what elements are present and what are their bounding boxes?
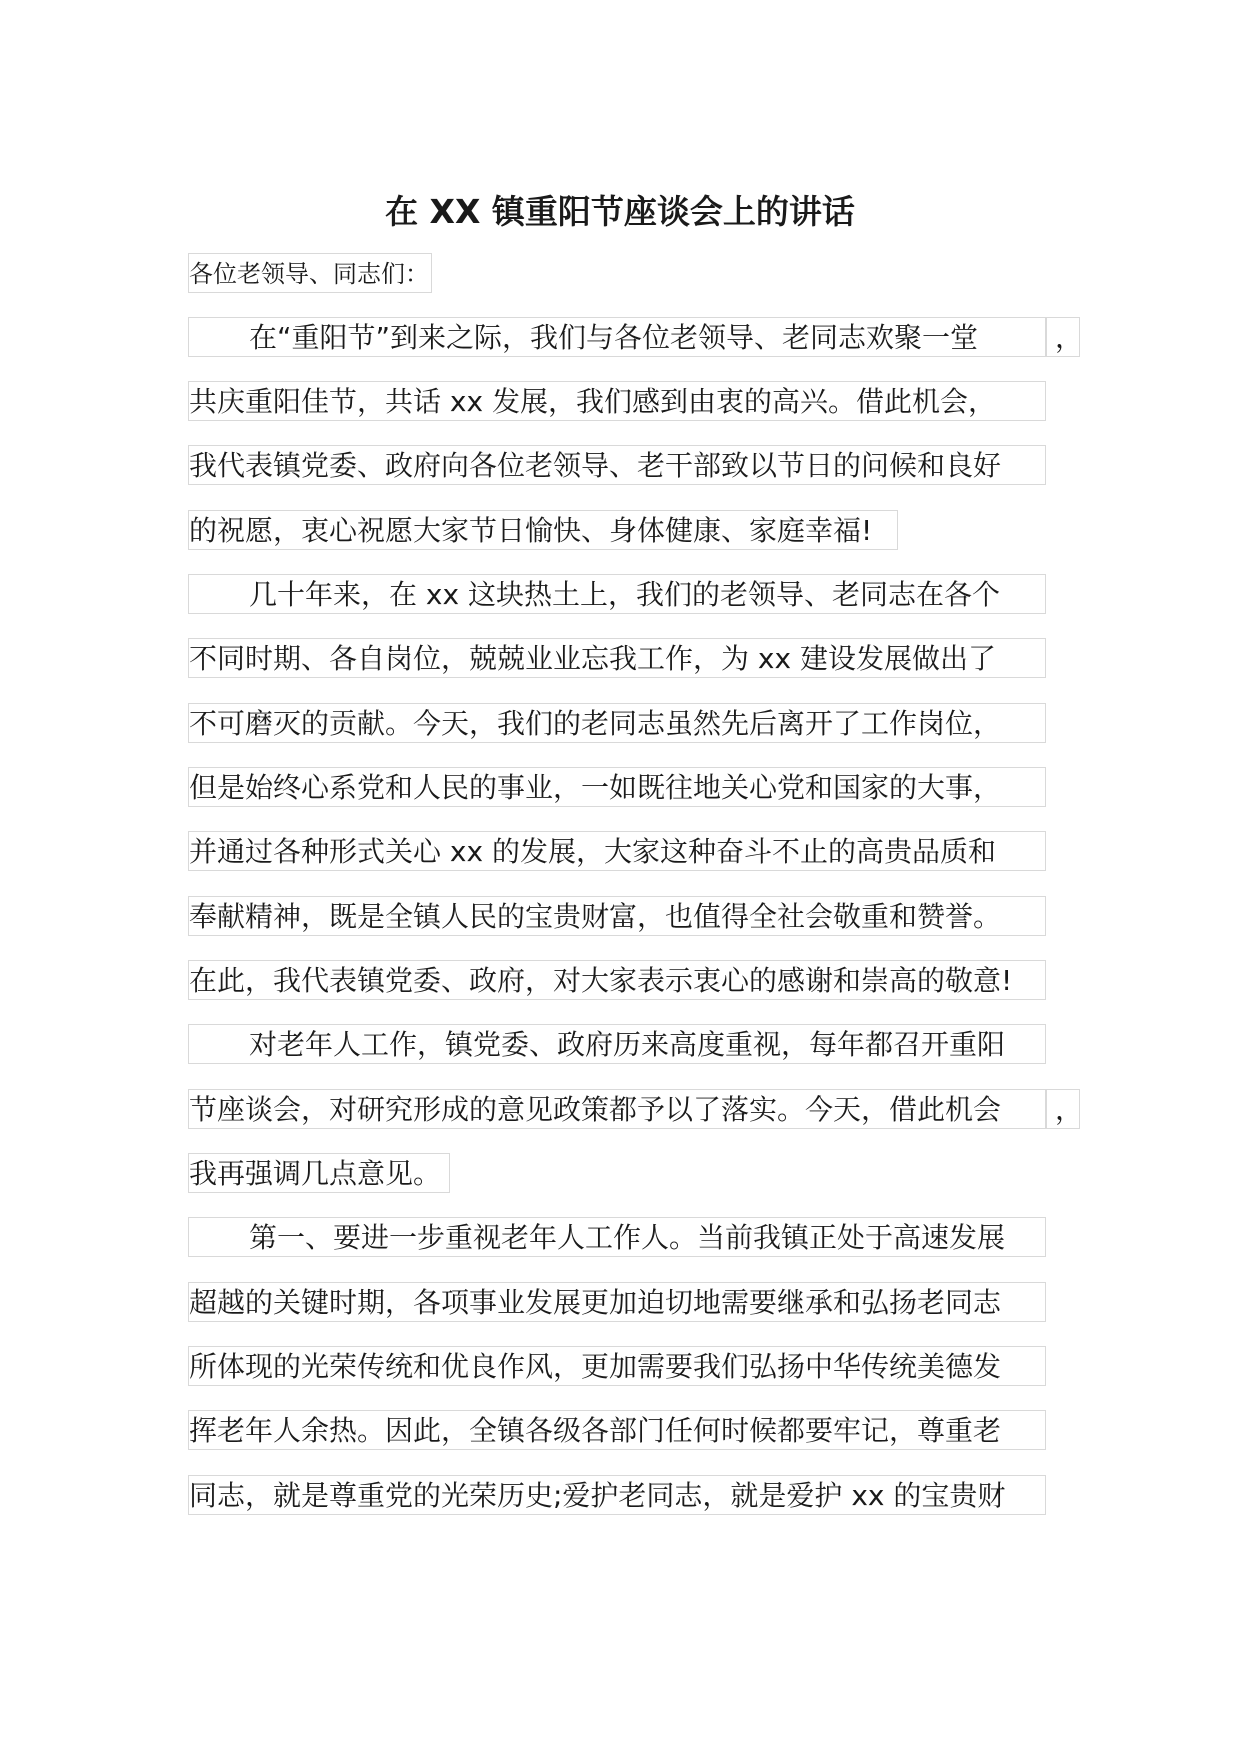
text-line: 奉献精神，既是全镇人民的宝贵财富，也值得全社会敬重和赞誉。 (188, 896, 1046, 936)
text-line: 各位老领导、同志们： (188, 253, 432, 293)
text-line: 在“重阳节”到来之际，我们与各位老领导、老同志欢聚一堂 (188, 317, 1046, 357)
text-line: 挥老年人余热。因此，全镇各级各部门任何时候都要牢记，尊重老 (188, 1410, 1046, 1450)
text-line: 同志，就是尊重党的光荣历史;爱护老同志，就是爱护 xx 的宝贵财 (188, 1475, 1046, 1515)
text-line: 几十年来，在 xx 这块热土上，我们的老领导、老同志在各个 (188, 574, 1046, 614)
text-line: 不可磨灭的贡献。今天，我们的老同志虽然先后离开了工作岗位， (188, 703, 1046, 743)
text-line: 超越的关键时期，各项事业发展更加迫切地需要继承和弘扬老同志 (188, 1282, 1046, 1322)
text-line: 我代表镇党委、政府向各位老领导、老干部致以节日的问候和良好 (188, 445, 1046, 485)
text-line: 不同时期、各自岗位，兢兢业业忘我工作，为 xx 建设发展做出了 (188, 638, 1046, 678)
document-title: 在 XX 镇重阳节座谈会上的讲话 (385, 192, 855, 231)
text-line: 对老年人工作，镇党委、政府历来高度重视，每年都召开重阳 (188, 1024, 1046, 1064)
text-line: 第一、要进一步重视老年人工作人。当前我镇正处于高速发展 (188, 1217, 1046, 1257)
text-line: 节座谈会，对研究形成的意见政策都予以了落实。今天，借此机会 (188, 1089, 1046, 1129)
text-line: 所体现的光荣传统和优良作风，更加需要我们弘扬中华传统美德发 (188, 1346, 1046, 1386)
text-line: 我再强调几点意见。 (188, 1153, 450, 1193)
text-line: 共庆重阳佳节，共话 xx 发展，我们感到由衷的高兴。借此机会， (188, 381, 1046, 421)
text-line-overflow: ， (1046, 1089, 1080, 1129)
text-line: 在此，我代表镇党委、政府，对大家表示衷心的感谢和崇高的敬意! (188, 960, 1046, 1000)
text-line-overflow: ， (1046, 317, 1080, 357)
text-line: 但是始终心系党和人民的事业，一如既往地关心党和国家的大事， (188, 767, 1046, 807)
text-line: 并通过各种形式关心 xx 的发展，大家这种奋斗不止的高贵品质和 (188, 831, 1046, 871)
text-line: 的祝愿，衷心祝愿大家节日愉快、身体健康、家庭幸福! (188, 510, 898, 550)
